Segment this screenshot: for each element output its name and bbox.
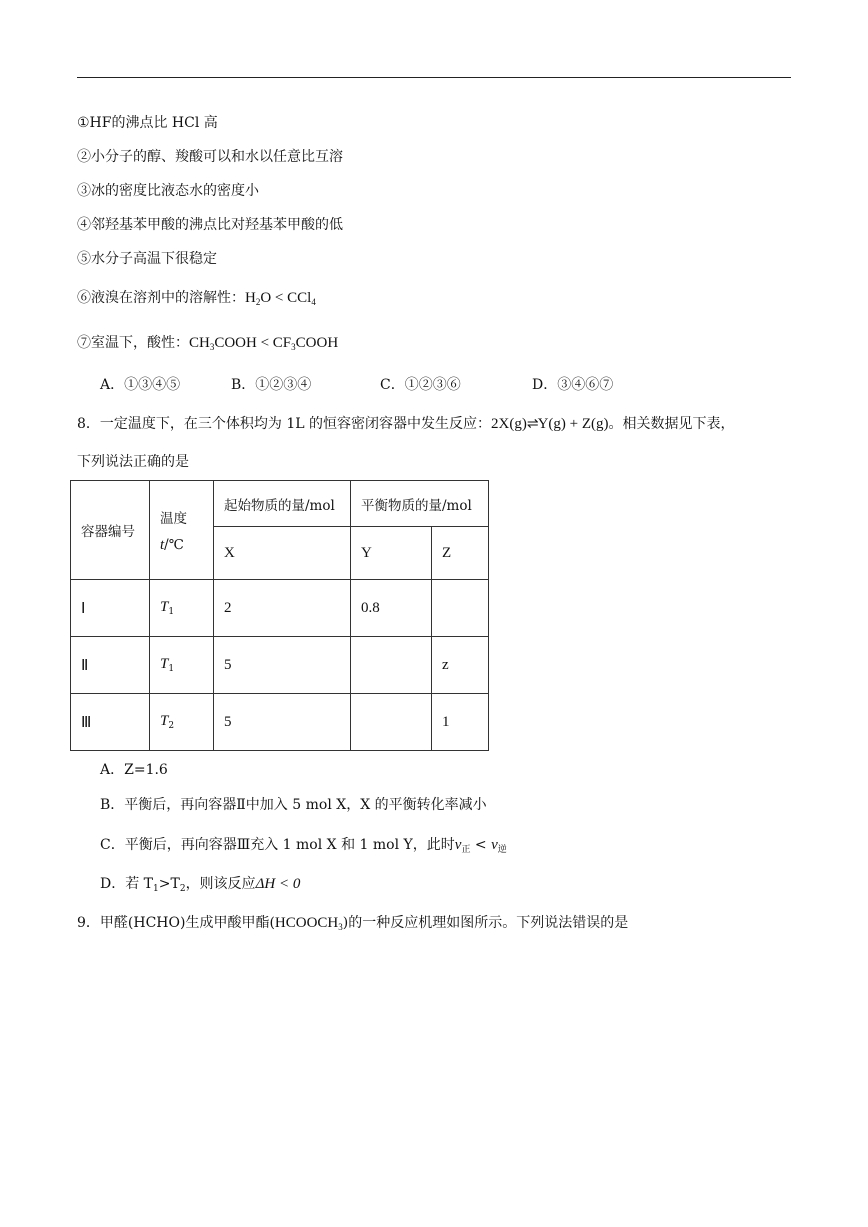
header-rule (77, 77, 791, 78)
cell-temp: $T_1$ (150, 637, 214, 694)
header-eq-amount: 平衡物质的量/mol (351, 481, 489, 527)
q8-equation: 2X(g)⇌Y(g) + Z(g) (491, 416, 609, 432)
cell-z (432, 580, 489, 637)
statement-5: ⑤水分子高温下很稳定 (77, 251, 217, 267)
statement-1: ①HF的沸点比 HCl 高 (77, 115, 218, 131)
subheader-y: Y (351, 527, 432, 580)
q8-stem: 8．一定温度下，在三个体积均为 1L 的恒容密闭容器中发生反应：2X(g)⇌Y(g) + Z(g)。相关数据见下表， (77, 414, 735, 435)
subheader-z: Z (432, 527, 489, 580)
q8-option-a: A．Z=1.6 (100, 762, 168, 778)
cell-z: z (432, 637, 489, 694)
cell-y (351, 694, 432, 751)
subheader-x: X (214, 527, 351, 580)
cell-container-id: Ⅲ (71, 694, 150, 751)
cell-temp: $T_1$ (150, 580, 214, 637)
header-start-amount: 起始物质的量/mol (214, 481, 351, 527)
cell-y (351, 637, 432, 694)
q7-option-b: B．①②③④ (231, 377, 312, 393)
cell-temp: $T_2$ (150, 694, 214, 751)
header-temperature: 温度 t/℃ (150, 481, 214, 580)
q8-option-d: D．若 $T_1>T_2$，则该反应ΔH < 0 (100, 876, 301, 894)
cell-container-id: Ⅰ (71, 580, 150, 637)
cell-y: 0.8 (351, 580, 432, 637)
statement-7: ⑦室温下，酸性：$CH_3COOH$ < $CF_3COOH$ (77, 335, 339, 352)
equilibrium-arrow-icon: ⇌ (526, 417, 538, 432)
statement-4: ④邻羟基苯甲酸的沸点比对羟基苯甲酸的低 (77, 217, 343, 233)
q8-data-table (70, 480, 489, 751)
table-row (71, 637, 489, 694)
cell-z: 1 (432, 694, 489, 751)
q8-option-b: B．平衡后，再向容器Ⅱ中加入 5 mol X，X 的平衡转化率减小 (100, 797, 487, 813)
q7-option-a: A．①③④⑤ (100, 377, 181, 393)
q7-option-d: D．③④⑥⑦ (532, 377, 614, 393)
table-row (71, 694, 489, 751)
cell-x: 2 (214, 580, 351, 637)
statement-6: ⑥液溴在溶剂中的溶解性：$H_2O < CCl_4$ (77, 290, 316, 307)
cell-x: 5 (214, 694, 351, 751)
header-container: 容器编号 (71, 481, 150, 580)
table-row (71, 580, 489, 637)
statement-3: ③冰的密度比液态水的密度小 (77, 183, 259, 199)
q8-stem-cont: 下列说法正确的是 (77, 454, 189, 470)
cell-container-id: Ⅱ (71, 637, 150, 694)
q9-stem: 9．甲醛(HCHO)生成甲酸甲酯$(HCOOCH_3)$的一种反应机理如图所示。下列说法错误的是 (77, 915, 629, 932)
statement-2: ②小分子的醇、羧酸可以和水以任意比互溶 (77, 149, 343, 165)
cell-x: 5 (214, 637, 351, 694)
q7-option-c: C．①②③⑥ (380, 377, 461, 393)
q8-option-c: C．平衡后，再向容器Ⅲ充入 1 mol X 和 1 mol Y，此时$v_正 < v_逆$ (100, 837, 507, 855)
